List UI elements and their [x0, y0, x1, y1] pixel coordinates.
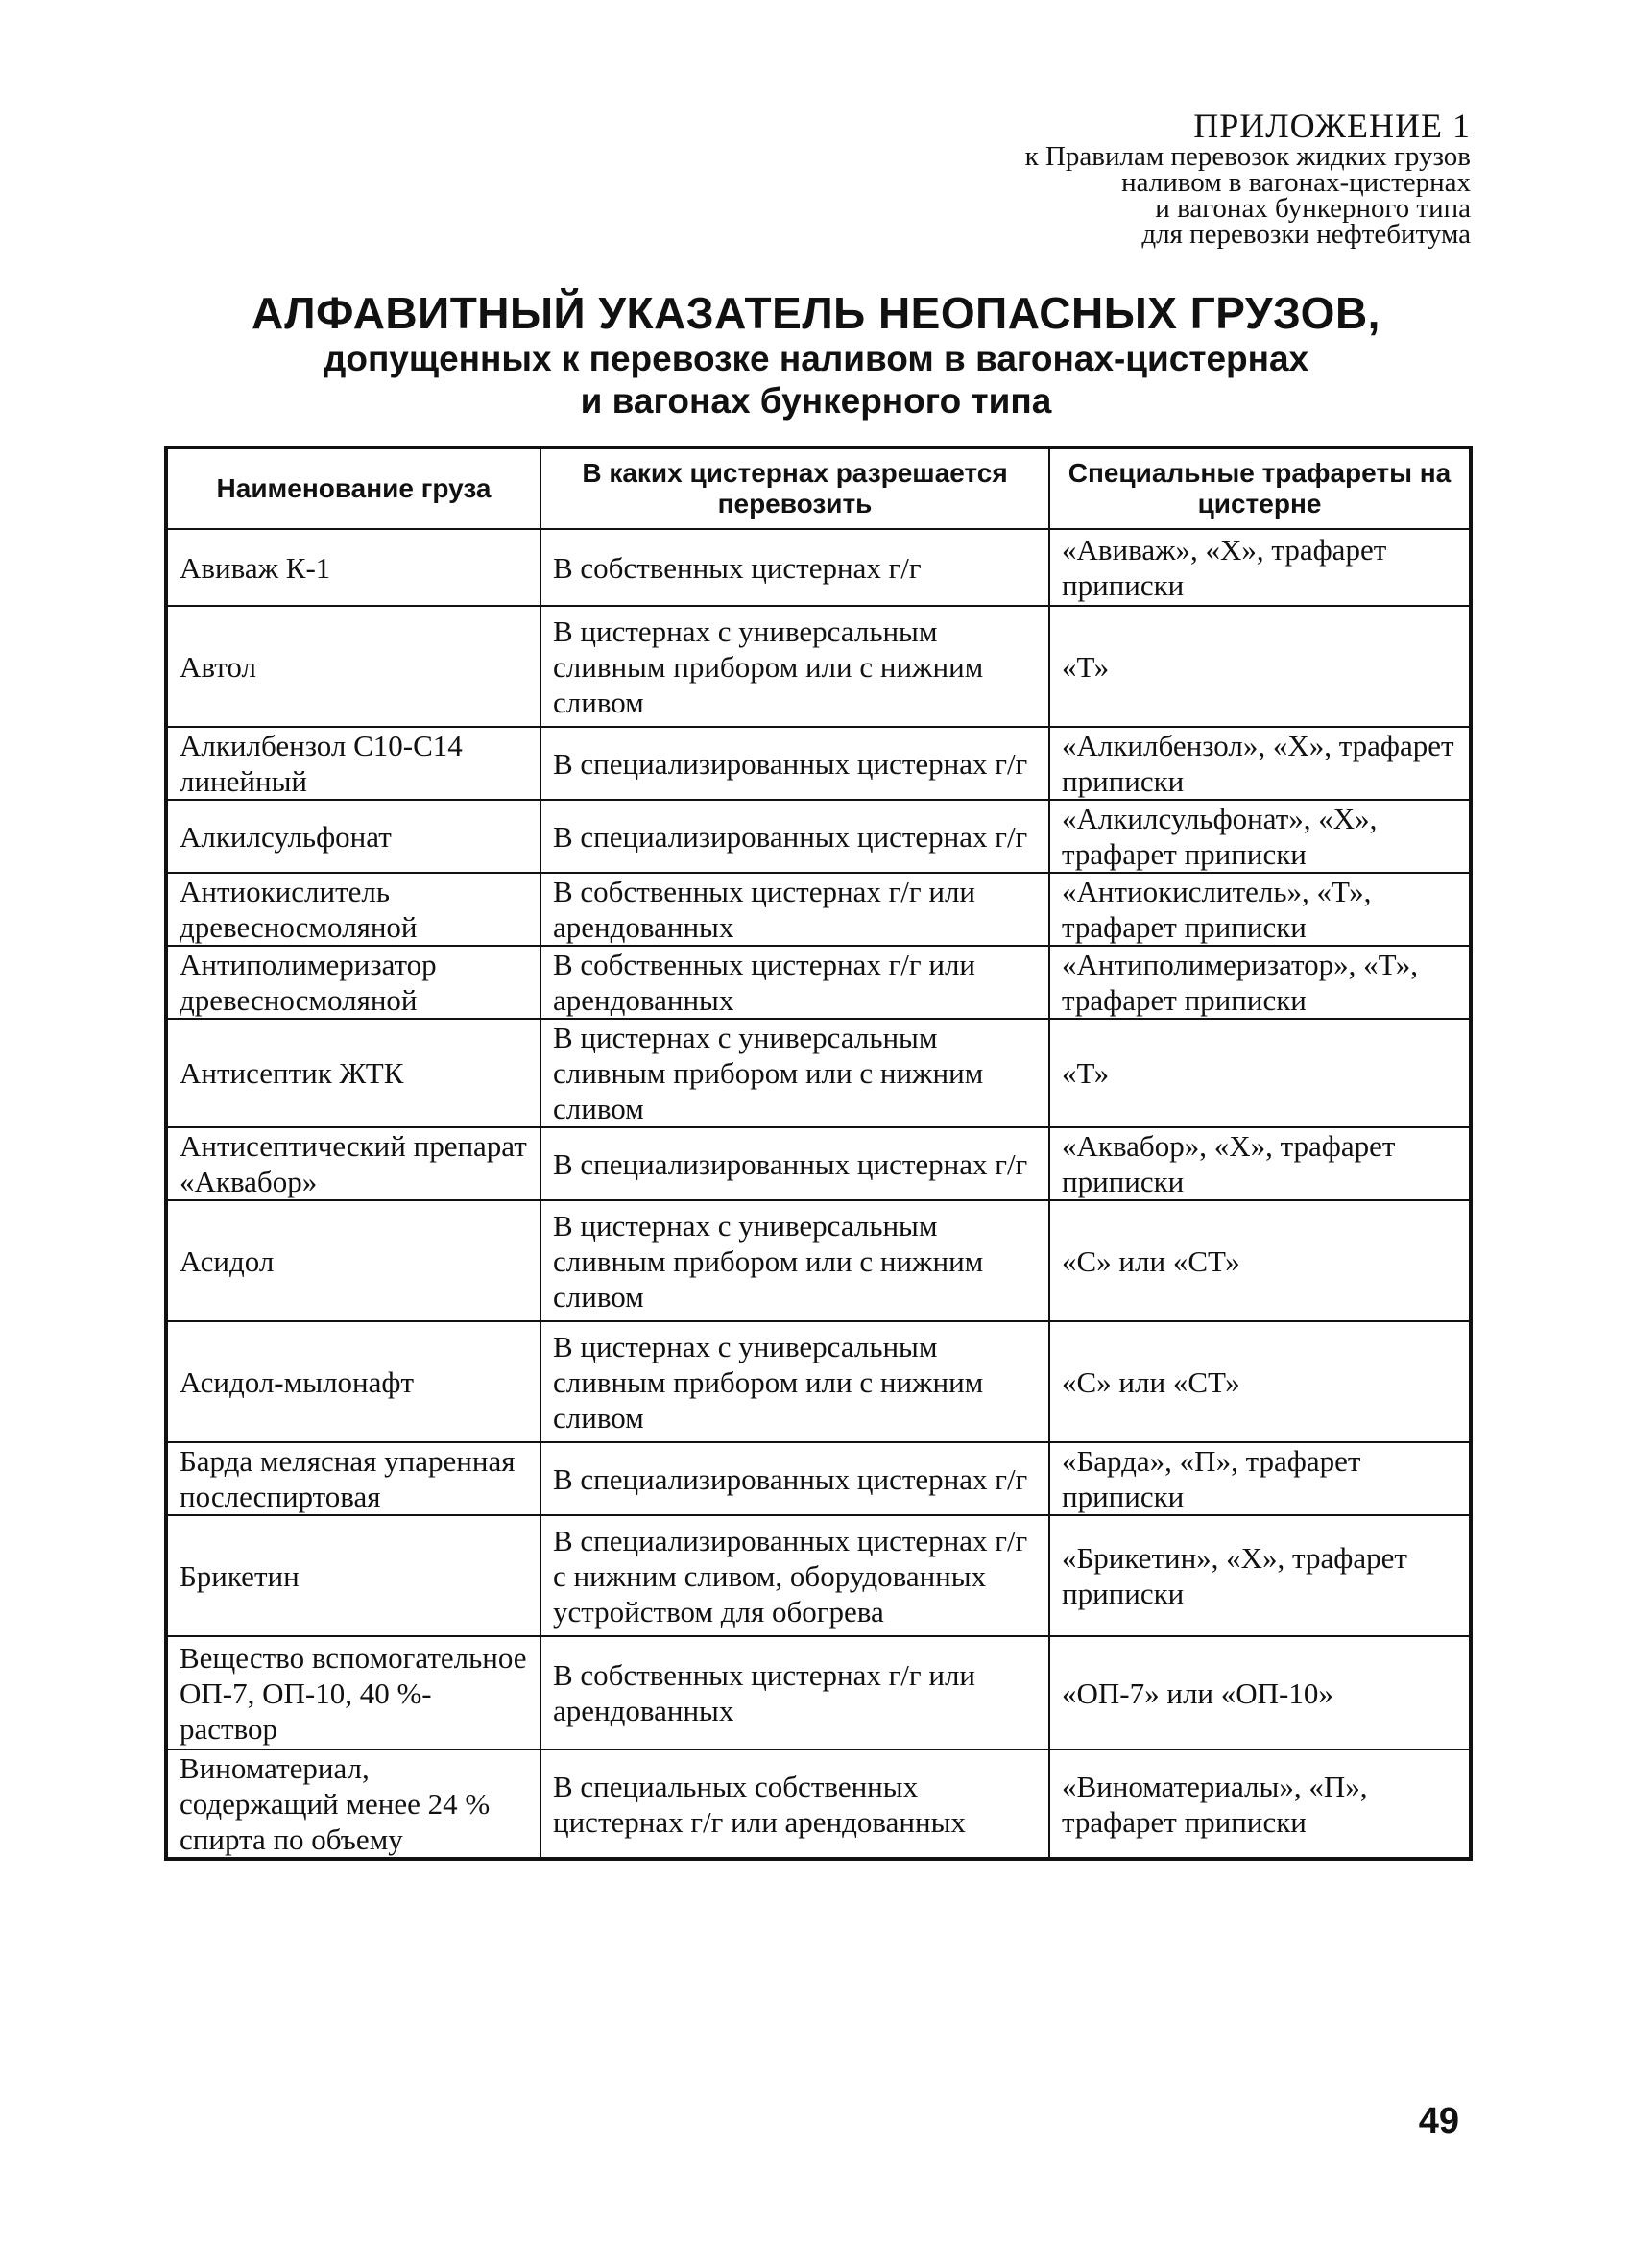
page-number: 49 [1418, 2101, 1459, 2141]
cell-cargo: Асидол [166, 1200, 540, 1321]
cell-tanks: В собственных цистернах г/г или арендованных [540, 873, 1049, 946]
page-subtitle: допущенных к перевозке наливом в вагонах-цистернах [323, 339, 1309, 378]
table-body [166, 529, 1471, 1859]
cell-stencils: «С» или «СТ» [1049, 1200, 1471, 1321]
cell-tanks: В цистернах с универсальным сливным прибором или с нижним сливом [540, 606, 1049, 727]
cell-stencils: «Алкилбензол», «Х», трафарет приписки [1049, 727, 1471, 800]
cell-tanks: В собственных цистернах г/г или арендованных [540, 946, 1049, 1019]
cell-stencils: «Т» [1049, 1019, 1471, 1127]
table-row [166, 946, 1471, 1019]
cell-stencils: «Виноматериалы», «П», трафарет приписки [1049, 1749, 1471, 1859]
cell-stencils: «Брикетин», «Х», трафарет приписки [1049, 1515, 1471, 1636]
table-row [166, 606, 1471, 727]
table-row [166, 1200, 1471, 1321]
cell-stencils: «Авиваж», «Х», трафарет приписки [1049, 529, 1471, 606]
table-row [166, 1127, 1471, 1200]
cell-tanks: В цистернах с универсальным сливным прибором или с нижним сливом [540, 1321, 1049, 1442]
table-row [166, 1749, 1471, 1859]
page-subtitle: и вагонах бункерного типа [580, 381, 1052, 421]
cell-cargo: Антиокислитель древесносмоляной [166, 873, 540, 946]
cell-tanks: В собственных цистернах г/г [540, 529, 1049, 606]
cell-tanks: В собственных цистернах г/г или арендованных [540, 1636, 1049, 1749]
cell-tanks: В специализированных цистернах г/г с нижним сливом, оборудованных устройством для обогрева [540, 1515, 1049, 1636]
cell-tanks: В специализированных цистернах г/г [540, 1127, 1049, 1200]
table-row [166, 1515, 1471, 1636]
appendix-line: к Правилам перевозок жидких грузов [1024, 141, 1471, 172]
cell-stencils: «Т» [1049, 606, 1471, 727]
table-row [166, 800, 1471, 873]
table-row [166, 873, 1471, 946]
table-row [166, 529, 1471, 606]
table-row [166, 1019, 1471, 1127]
cell-stencils: «Антиокислитель», «Т», трафарет приписки [1049, 873, 1471, 946]
cell-cargo: Асидол-мылонафт [166, 1321, 540, 1442]
cell-stencils: «ОП-7» или «ОП-10» [1049, 1636, 1471, 1749]
cell-cargo: Антиполимеризатор древесносмоляной [166, 946, 540, 1019]
table-row [166, 727, 1471, 800]
column-header-cargo: Наименование груза [166, 447, 540, 529]
cell-cargo: Антисептический препарат «Аквабор» [166, 1127, 540, 1200]
column-header-tanks: В каких цистернах разрешается перевозить [540, 447, 1049, 529]
table-row [166, 1636, 1471, 1749]
appendix-title: ПРИЛОЖЕНИЕ 1 [1193, 107, 1471, 145]
cell-cargo: Вещество вспомогательное ОП-7, ОП-10, 40 %-раствор [166, 1636, 540, 1749]
cell-stencils: «Барда», «П», трафарет приписки [1049, 1442, 1471, 1515]
cargo-table [164, 446, 1473, 1861]
cell-stencils: «С» или «СТ» [1049, 1321, 1471, 1442]
cell-cargo: Автол [166, 606, 540, 727]
appendix-line: и вагонах бункерного типа [1155, 193, 1471, 224]
table-header-row [166, 447, 1471, 529]
cell-stencils: «Антиполимеризатор», «Т», трафарет приписки [1049, 946, 1471, 1019]
cell-cargo: Антисептик ЖТК [166, 1019, 540, 1127]
appendix-block [1025, 108, 1471, 248]
cell-cargo: Брикетин [166, 1515, 540, 1636]
appendix-line: для перевозки нефтебитума [1141, 219, 1471, 250]
cell-tanks: В специальных собственных цистернах г/г или арендованных [540, 1749, 1049, 1859]
cell-tanks: В специализированных цистернах г/г [540, 1442, 1049, 1515]
column-header-stencils: Специальные трафареты на цистерне [1049, 447, 1471, 529]
cell-stencils: «Алкилсульфонат», «Х», трафарет приписки [1049, 800, 1471, 873]
cell-tanks: В цистернах с универсальным сливным прибором или с нижним сливом [540, 1200, 1049, 1321]
appendix-line: наливом в вагонах-цистернах [1121, 167, 1471, 198]
table-row [166, 1321, 1471, 1442]
cell-cargo: Авиваж К-1 [166, 529, 540, 606]
cell-cargo: Виноматериал, содержащий менее 24 % спирта по объему [166, 1749, 540, 1859]
cell-stencils: «Аквабор», «Х», трафарет приписки [1049, 1127, 1471, 1200]
cell-cargo: Алкилсульфонат [166, 800, 540, 873]
page-title: АЛФАВИТНЫЙ УКАЗАТЕЛЬ НЕОПАСНЫХ ГРУЗОВ, [252, 288, 1380, 338]
cell-tanks: В цистернах с универсальным сливным прибором или с нижним сливом [540, 1019, 1049, 1127]
cell-cargo: Барда мелясная упаренная послеспиртовая [166, 1442, 540, 1515]
cell-cargo: Алкилбензол С10-С14 линейный [166, 727, 540, 800]
cell-tanks: В специализированных цистернах г/г [540, 800, 1049, 873]
cell-tanks: В специализированных цистернах г/г [540, 727, 1049, 800]
table-row [166, 1442, 1471, 1515]
page-heading [163, 288, 1469, 422]
